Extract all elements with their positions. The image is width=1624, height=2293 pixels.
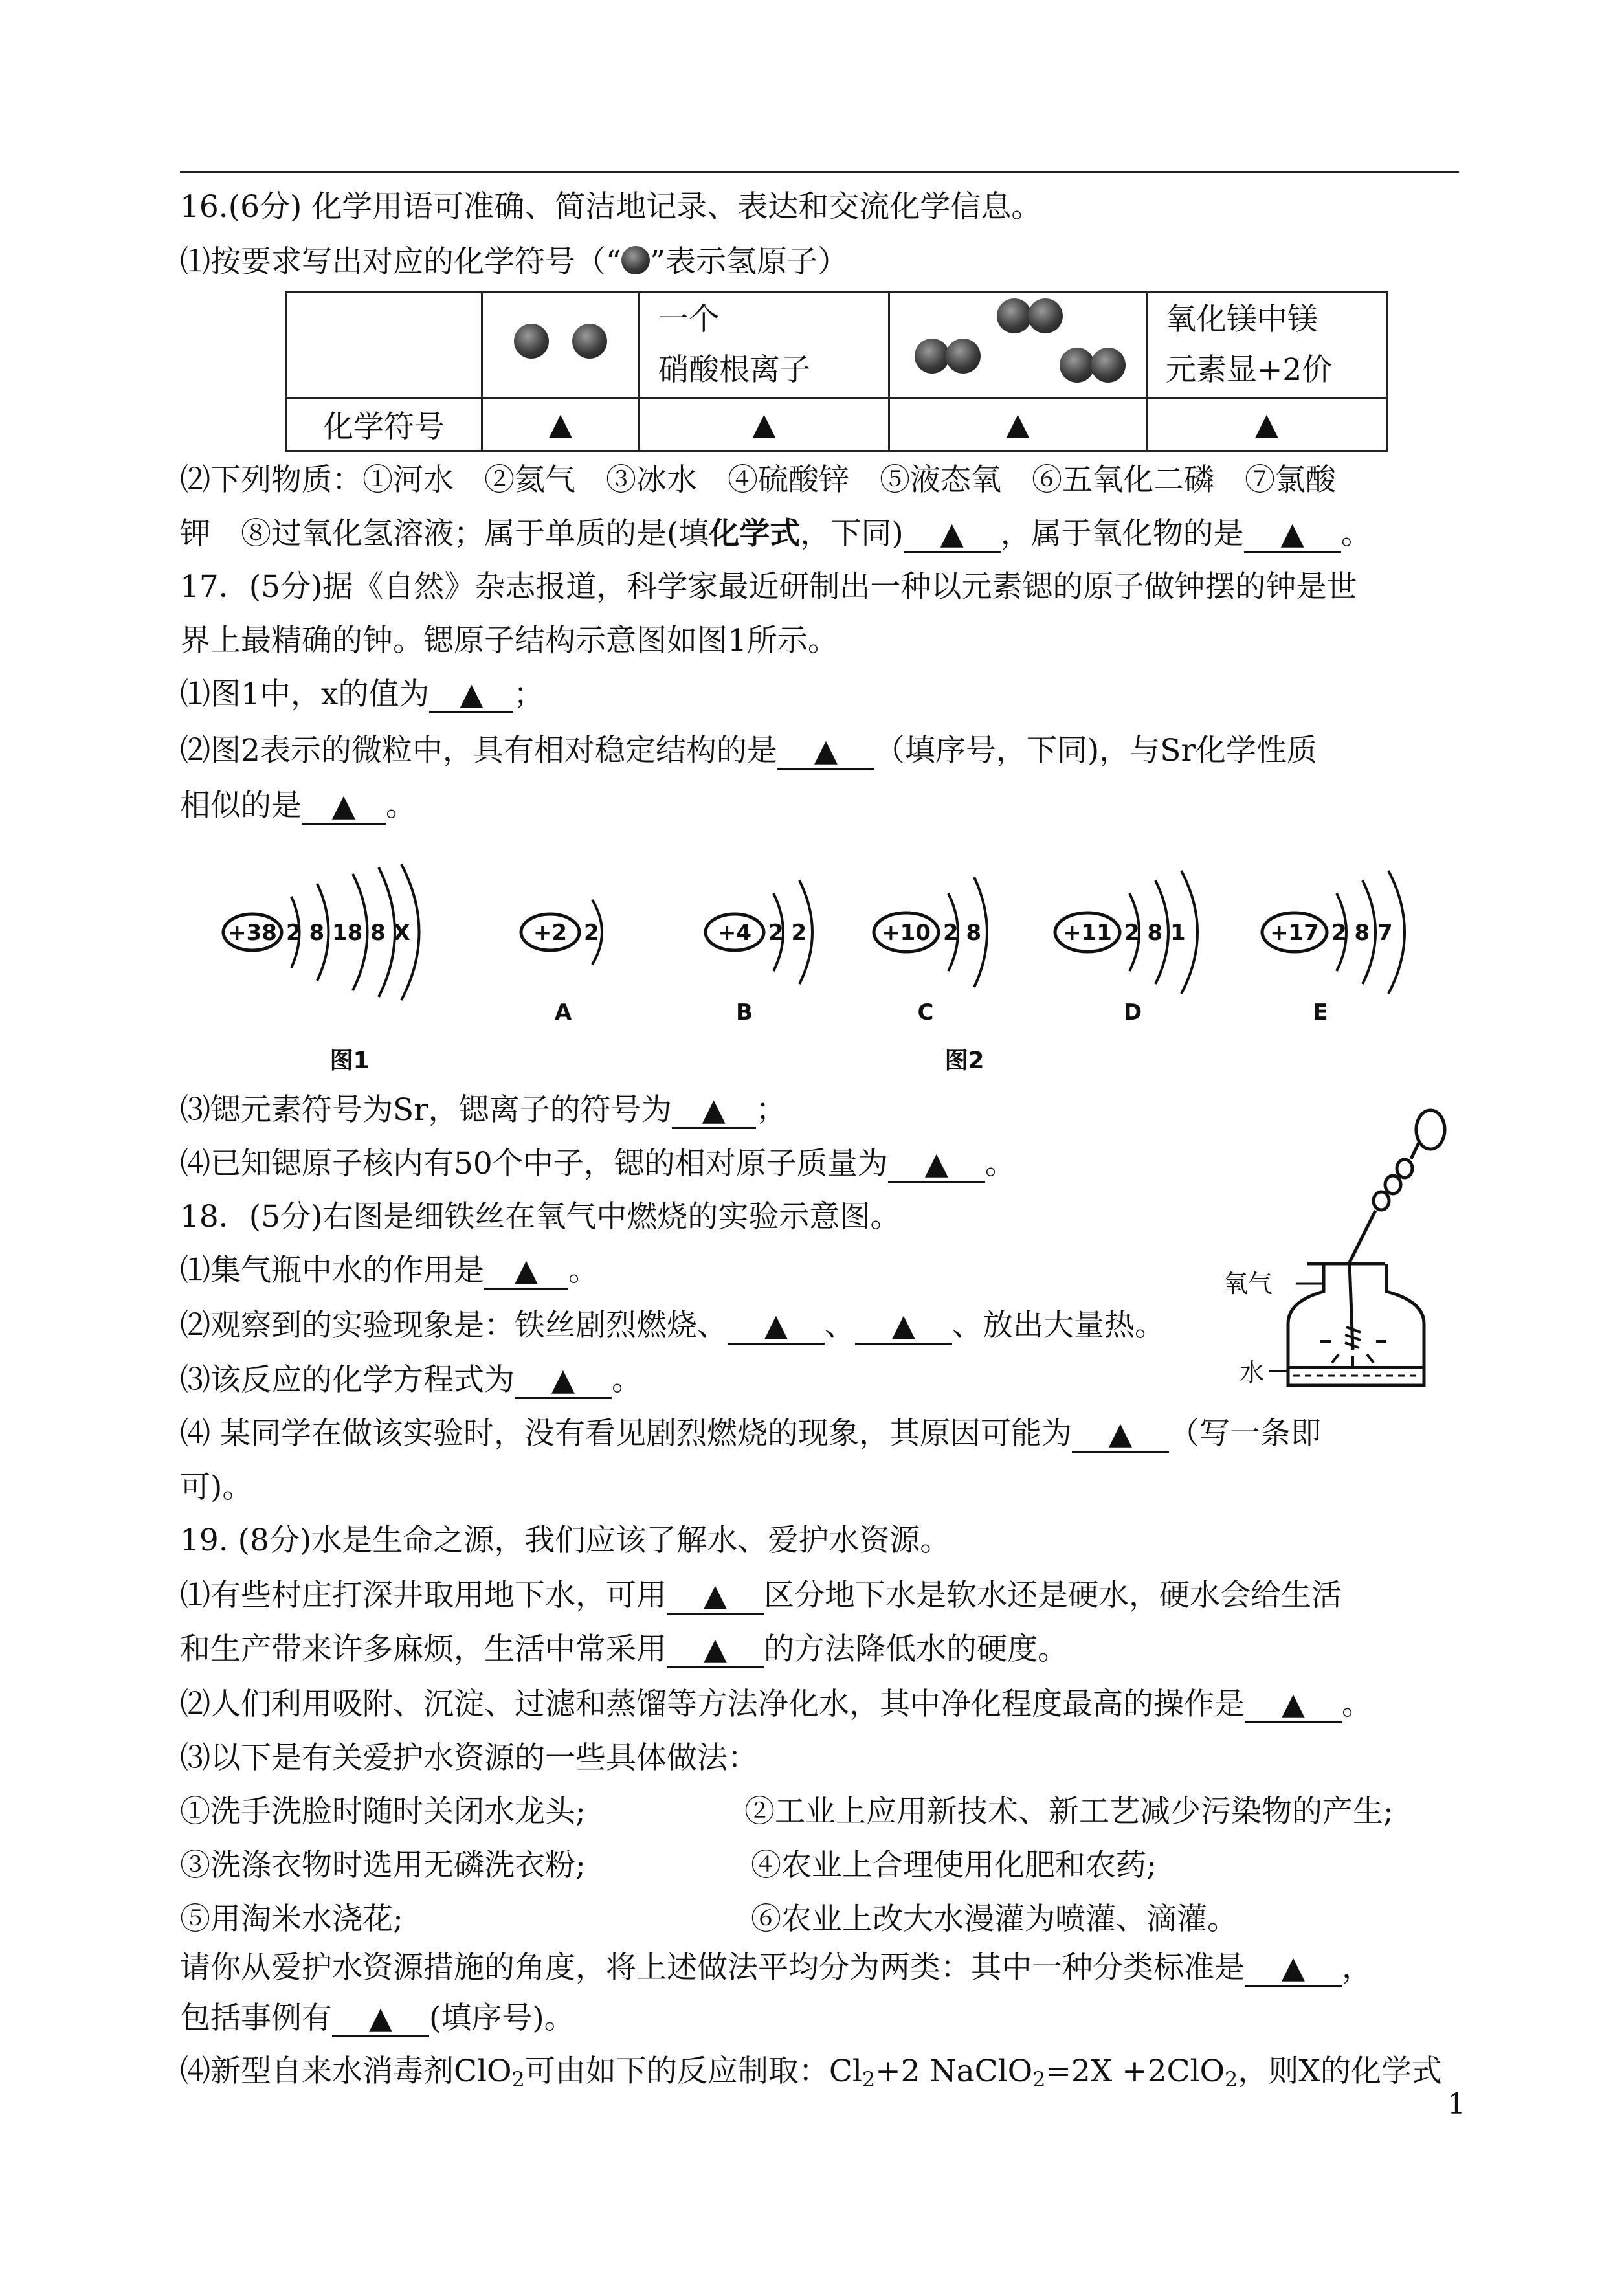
q17-part4: ⑷已知锶原子核内有50个中子，锶的相对原子质量为 ▲ 。	[180, 1146, 1016, 1181]
hydrogen-atom-icon	[946, 339, 981, 374]
q19-part3-title: ⑶以下是有关爱护水资源的一些具体做法：	[180, 1740, 758, 1776]
diagram-label: B	[736, 1000, 753, 1025]
atom-diagram-e	[1262, 871, 1405, 1025]
oxygen-label: 氧气	[1223, 1270, 1273, 1298]
table-blank-cell	[286, 293, 482, 398]
hydrogen-atom-icon	[997, 298, 1032, 333]
atom-diagram-a	[521, 900, 602, 1025]
atom-diagram-b	[706, 880, 812, 1025]
q17-part1: ⑴图1中，x的值为 ▲ ；	[180, 677, 544, 712]
answer-blank: ▲	[302, 789, 386, 825]
strontium-atom-diagram	[223, 864, 419, 1000]
answer-blank: ▲	[429, 678, 513, 713]
hydrogen-atom-icon	[1060, 348, 1095, 383]
atom-diagram-c	[874, 877, 987, 1025]
list-item: ②工业上应用新技术、新工艺减少污染物的产生;	[744, 1794, 1394, 1829]
answer-mark: ▲	[889, 398, 1147, 451]
answer-blank: ▲	[332, 2002, 429, 2037]
hydrogen-atom-icon	[514, 324, 549, 359]
q18-title: 18．(5分)右图是细铁丝在氧气中燃烧的实验示意图。	[180, 1199, 901, 1235]
q19-part3-question-line2: 包括事例有 ▲ (填序号)。	[180, 2000, 575, 2036]
q17-part2-line2: 相似的是 ▲ 。	[180, 788, 416, 823]
q16-part2-line1: ⑵下列物质：①河水 ②氦气 ③冰水 ④硫酸锌 ⑤液态氧 ⑥五氧化二磷 ⑦氯酸	[180, 462, 1336, 498]
nucleus-label: +10	[882, 920, 931, 946]
nucleus-label: +17	[1270, 920, 1319, 946]
q18-part2: ⑵观察到的实验现象是：铁丝剧烈燃烧、 ▲ 、 ▲ 、放出大量热。	[180, 1308, 1165, 1343]
answer-blank: ▲	[728, 1309, 825, 1345]
q17-part3: ⑶锶元素符号为Sr，锶离子的符号为 ▲ ；	[180, 1092, 786, 1128]
q18-part3: ⑶该反应的化学方程式为 ▲ 。	[180, 1362, 642, 1398]
hydrogen-atom-icon	[621, 246, 650, 274]
hydrogen-atom-icon	[572, 324, 607, 359]
symbol-table	[285, 291, 1388, 452]
page-number: 1	[1447, 2088, 1465, 2121]
row-label-chemical-symbol: 化学符号	[286, 398, 482, 451]
q17-title-line2: 界上最精确的钟。锶原子结构示意图如图1所示。	[180, 623, 838, 658]
three-hydrogen-molecules-cell	[889, 293, 1147, 398]
q19-part1-line1: ⑴有些村庄打深井取用地下水，可用 ▲ 区分地下水是软水还是硬水，硬水会给生活	[180, 1578, 1342, 1613]
hydrogen-atom-icon	[915, 339, 950, 374]
q16-part2-line2: 钾 ⑧过氧化氢溶液；属于单质的是(填化学式，下同) ▲ ，属于氧化物的是 ▲ 。	[180, 516, 1372, 552]
q17-part2-line1: ⑵图2表示的微粒中，具有相对稳定结构的是 ▲ （填序号，下同)，与Sr化学性质	[180, 733, 1317, 768]
hydrogen-atom-icon	[1028, 298, 1063, 333]
list-item: ④农业上合理使用化肥和农药;	[751, 1848, 1157, 1883]
q19-part1-line2: 和生产带来许多麻烦，生活中常采用 ▲ 的方法降低水的硬度。	[180, 1631, 1068, 1667]
water-label: 水	[1240, 1358, 1265, 1387]
figure-1-caption: 图1	[329, 1047, 370, 1074]
electron-shells-label: 2 8	[943, 920, 982, 946]
q19-title: 19. (8分)水是生命之源，我们应该了解水、爱护水资源。	[180, 1523, 951, 1558]
answer-blank: ▲	[1245, 1951, 1342, 1987]
electron-shells-label: 2 8 7	[1331, 920, 1393, 946]
figure-2-caption: 图2	[944, 1047, 984, 1074]
answer-blank: ▲	[777, 734, 874, 770]
answer-blank: ▲	[1072, 1417, 1169, 1453]
answer-blank: ▲	[484, 1254, 568, 1290]
atom-diagram-d	[1055, 871, 1197, 1025]
diagram-label: D	[1123, 1000, 1142, 1025]
answer-mark: ▲	[1147, 398, 1387, 451]
magnesium-oxide-cell: 氧化镁中镁 元素显+2价	[1147, 293, 1387, 398]
answer-mark: ▲	[482, 398, 640, 451]
diagram-label: E	[1313, 1000, 1328, 1025]
answer-blank: ▲	[672, 1093, 756, 1129]
diagram-label: A	[554, 1000, 572, 1025]
header-rule	[180, 171, 1459, 173]
answer-blank: ▲	[855, 1309, 952, 1345]
q16-part1: ⑴按要求写出对应的化学符号（“ ”表示氢原子）	[180, 244, 849, 280]
nitrate-ion-cell: 一个 硝酸根离子	[640, 293, 889, 398]
q19-part3-question: 请你从爱护水资源措施的角度，将上述做法平均分为两类：其中一种分类标准是 ▲ ，	[180, 1950, 1372, 1985]
diagram-label: C	[917, 1000, 934, 1025]
nucleus-label: +2	[533, 920, 568, 946]
nucleus-label: +4	[717, 920, 752, 946]
nucleus-label: +38	[228, 920, 277, 946]
q18-part4-line1: ⑷ 某同学在做该实验时，没有看见剧烈燃烧的现象，其原因可能为 ▲ （写一条即	[180, 1416, 1321, 1451]
hydrogen-atom-icon	[1091, 348, 1126, 383]
nucleus-label: +11	[1063, 920, 1112, 946]
q19-part2: ⑵人们利用吸附、沉淀、过滤和蒸馏等方法净化水，其中净化程度最高的操作是 ▲ 。	[180, 1686, 1372, 1722]
electron-shells-label: 2	[584, 920, 599, 946]
answer-blank: ▲	[667, 1633, 764, 1668]
electron-shells-label: 2 8 1	[1124, 920, 1186, 946]
list-item: ⑤用淘米水浇花;	[180, 1901, 403, 1937]
answer-blank: ▲	[888, 1147, 985, 1183]
two-hydrogen-atoms-cell	[482, 293, 640, 398]
q17-title-line1: 17．(5分)据《自然》杂志报道，科学家最近研制出一种以元素锶的原子做钟摆的钟是世	[180, 569, 1357, 605]
answer-blank: ▲	[667, 1579, 764, 1615]
answer-blank: ▲	[1244, 517, 1341, 553]
answer-blank: ▲	[1245, 1688, 1342, 1723]
q18-part1: ⑴集气瓶中水的作用是 ▲ 。	[180, 1253, 599, 1288]
list-item: ⑥农业上改大水漫灌为喷灌、滴灌。	[751, 1901, 1238, 1937]
answer-blank: ▲	[904, 517, 1001, 553]
q19-part4: ⑷新型自来水消毒剂ClO$_2$可由如下的反应制取：$Cl_2+2$ NaClO$_2$=2X +2ClO$_2$，则X的化学式	[180, 2053, 1442, 2092]
answer-blank: ▲	[515, 1363, 612, 1399]
q18-part4-line2: 可)。	[180, 1470, 253, 1505]
atomic-structure-diagrams	[214, 842, 1482, 1081]
electron-shells-label: 2 2	[768, 920, 807, 946]
list-item: ①洗手洗脸时随时关闭水龙头;	[180, 1794, 586, 1829]
list-item: ③洗涤衣物时选用无磷洗衣粉;	[180, 1848, 586, 1883]
q16-title: 16.(6分) 化学用语可准确、简洁地记录、表达和交流化学信息。	[180, 189, 1042, 225]
answer-mark: ▲	[640, 398, 889, 451]
electron-shells-label: 2 8 18 8 X	[286, 920, 410, 946]
iron-wire-combustion-figure	[1217, 1101, 1463, 1392]
